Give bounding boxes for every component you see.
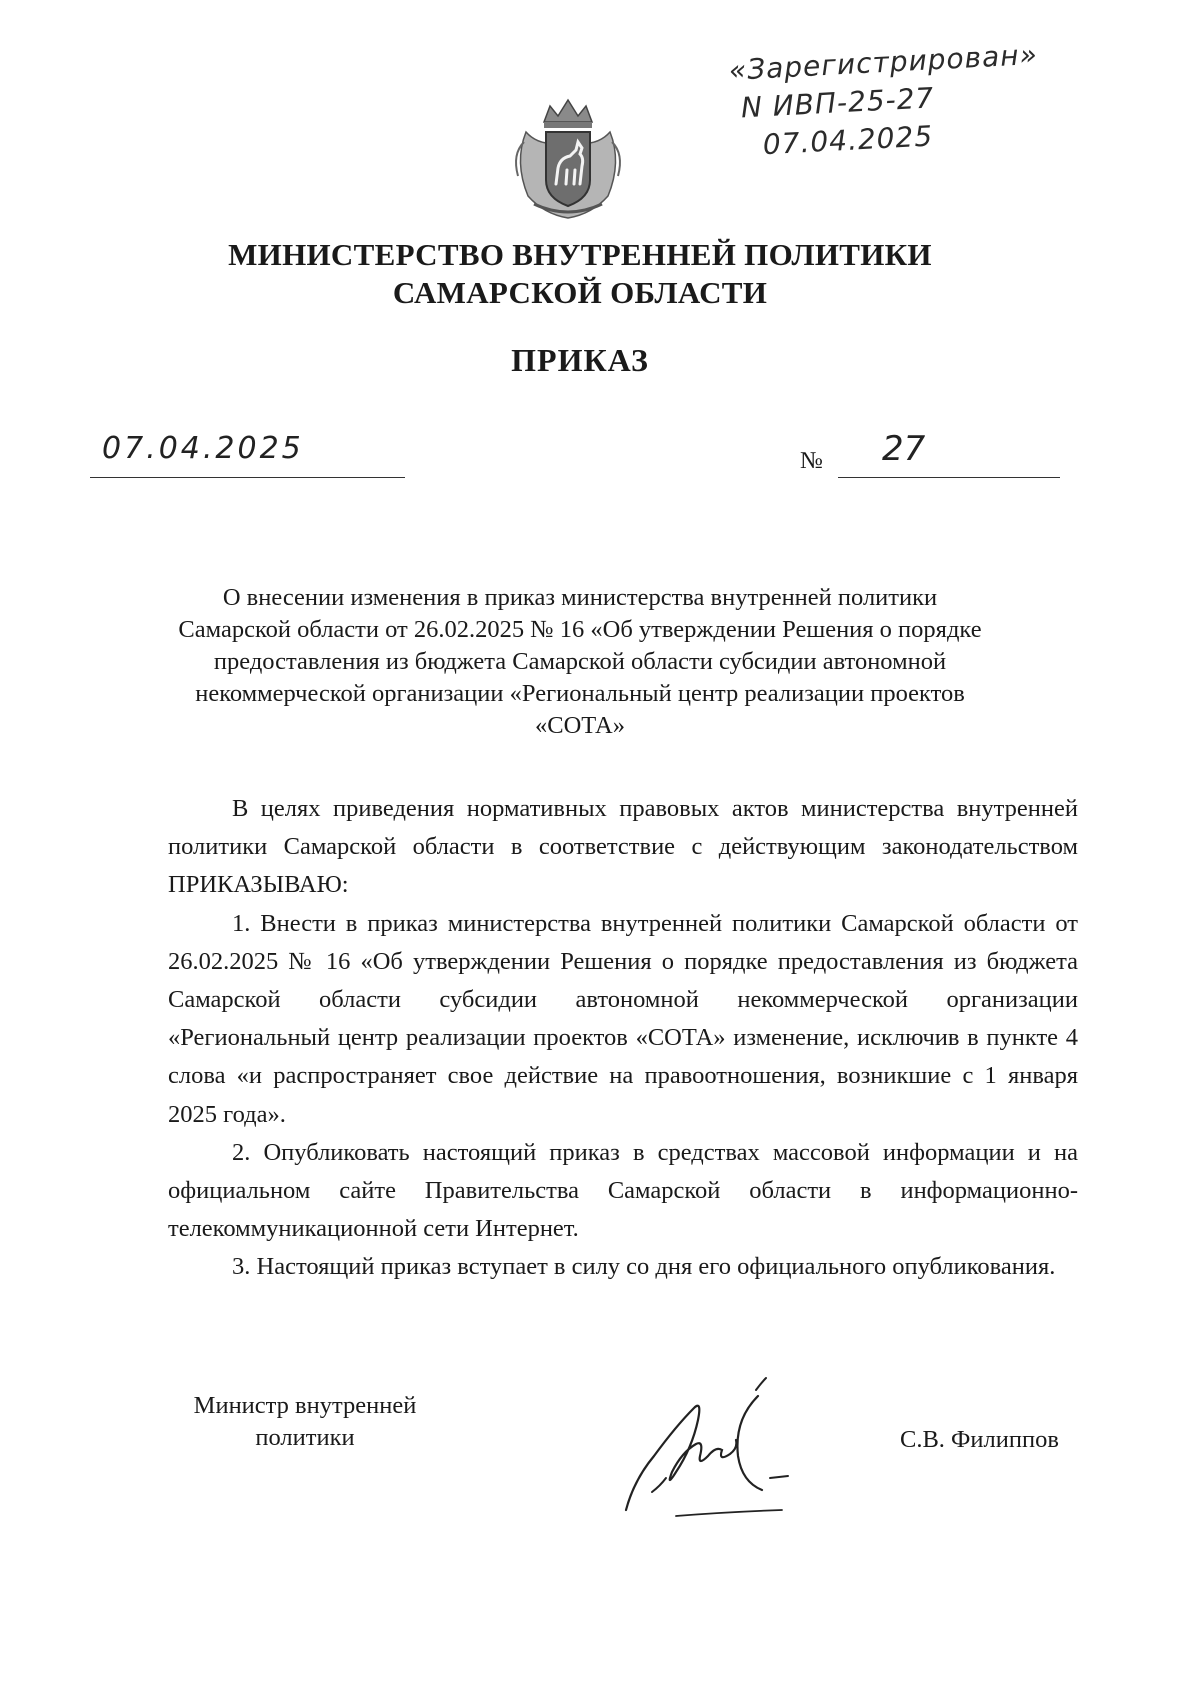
order-body: [168, 790, 1078, 1287]
order-item-3: 3. Настоящий приказ вступает в силу со дня его официального опубликования.: [232, 1253, 1056, 1281]
signatory-position-line1: Министр внутренней: [193, 1392, 417, 1419]
order-date-field: [90, 431, 405, 478]
registration-stamp-note: [728, 29, 1173, 166]
order-date-handwritten: 07.04.2025: [102, 431, 304, 466]
order-subject: [150, 582, 1010, 742]
subject-line: предоставления из бюджета Самарской области субсидии автономной: [213, 648, 947, 675]
ministry-name: [0, 236, 1160, 312]
subject-line: «СОТА»: [535, 712, 625, 739]
registration-note-date: 07.04.2025: [762, 119, 934, 162]
document-type-title: ПРИКАЗ: [511, 342, 649, 378]
order-item-2: 2. Опубликовать настоящий приказ в средствах массовой информации и на официальном сайте Правительства Самарской области в информационно-телекоммуникационной сети Интернет.: [168, 1138, 1078, 1243]
subject-line: О внесении изменения в приказ министерства внутренней политики: [222, 584, 938, 611]
ministry-name-line2: САМАРСКОЙ ОБЛАСТИ: [392, 275, 768, 310]
signatory-position: [170, 1390, 440, 1454]
registration-note-line1: «Зарегистрирован»: [728, 37, 1039, 87]
signatory-position-line2: политики: [255, 1424, 355, 1451]
ministry-name-line1: МИНИСТЕРСТВО ВНУТРЕННЕЙ ПОЛИТИКИ: [228, 237, 932, 272]
registration-note-number: N ИВП-25-27: [740, 81, 936, 125]
subject-line: Самарской области от 26.02.2025 № 16 «Об утверждении Решения о порядке: [178, 616, 982, 643]
order-item-1: 1. Внести в приказ министерства внутренней политики Самарской области от 26.02.2025 № 16 «Об утверждении Решения о порядке предоставления из бюджета Самарской области субсидии автономной некоммерческой организации «Региональный центр реализации проектов «СОТА» изменение, исключив в пункте 4 слова «и распространяет свое действие на правоотношения, возникшие с 1 января 2025 года».: [168, 909, 1078, 1128]
order-number-handwritten: 27: [882, 429, 926, 469]
handwritten-signature: [606, 1360, 836, 1530]
subject-line: некоммерческой организации «Региональный центр реализации проектов: [195, 680, 965, 707]
preamble-paragraph: В целях приведения нормативных правовых актов министерства внутренней политики Самарской области в соответствие с действующим законодательством ПРИКАЗЫВАЮ:: [168, 795, 1078, 899]
samara-coat-of-arms-emblem: [510, 92, 626, 222]
order-number-label: №: [800, 448, 823, 474]
order-number-field: [838, 429, 1060, 478]
signatory-name: С.В. Филиппов: [900, 1426, 1059, 1453]
